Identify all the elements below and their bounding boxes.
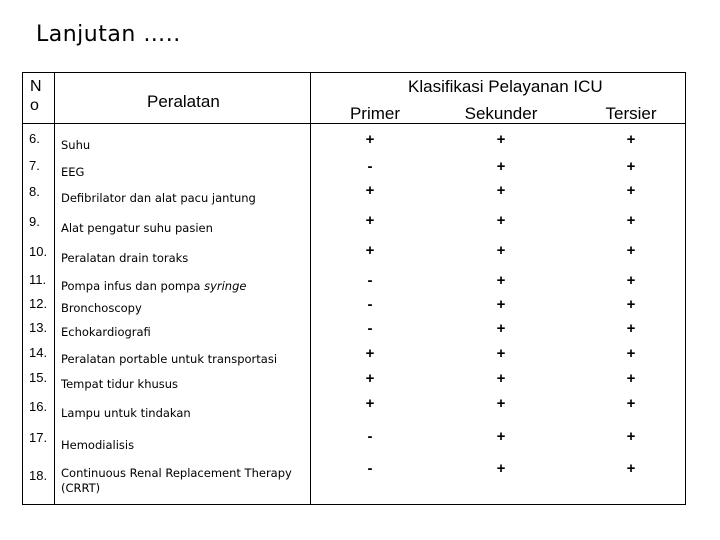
row-number: 7. [29,158,40,173]
primer-mark: + [365,182,375,199]
row-number: 12. [29,296,48,311]
tersier-mark: + [626,296,636,313]
primer-mark: - [367,158,373,175]
equipment-name: Suhu [61,138,91,152]
sekunder-mark: + [496,296,506,313]
tersier-mark: + [626,272,636,289]
tersier-mark: + [626,158,636,175]
row-number: 18. [29,468,48,483]
tersier-mark: + [626,212,636,229]
equipment-name: Pompa infus dan pompa syringe [61,279,247,293]
tersier-mark: + [626,320,636,337]
page-title: Lanjutan ….. [36,22,181,47]
equipment-name: Peralatan drain toraks [61,251,189,265]
sekunder-mark: + [496,428,506,445]
tersier-mark: + [626,131,636,148]
primer-mark: + [365,242,375,259]
equipment-name: Hemodialisis [61,438,135,452]
equipment-name: Defibrilator dan alat pacu jantung [61,191,256,205]
row-number: 14. [29,345,48,360]
sekunder-mark: + [496,182,506,199]
primer-mark: - [367,296,373,313]
sekunder-mark: + [496,212,506,229]
equipment-name: EEG [61,165,85,179]
tersier-mark: + [626,460,636,477]
column-header-no: N o [30,78,42,114]
column-header-primer: Primer [349,104,401,123]
tersier-mark: + [626,428,636,445]
equipment-name: Echokardiografi [61,325,151,339]
sekunder-mark: + [496,158,506,175]
row-number: 6. [29,131,40,146]
equipment-name: Lampu untuk tindakan [61,406,191,420]
row-number: 13. [29,320,48,335]
primer-mark: - [367,272,373,289]
row-number: 9. [29,214,40,229]
equipment-name: Alat pengatur suhu pasien [61,221,213,235]
sekunder-mark: + [496,395,506,412]
row-number: 11. [29,272,47,287]
column-header-peralatan: Peralatan [147,92,220,111]
equipment-name: Peralatan portable untuk transportasi [61,352,278,366]
primer-mark: - [367,320,373,337]
row-number: 15. [29,370,48,385]
column-header-klasifikasi: Klasifikasi Pelayanan ICU [408,77,603,96]
primer-mark: + [365,212,375,229]
row-number: 8. [29,184,40,199]
equipment-name: Tempat tidur khusus [61,377,179,391]
tersier-mark: + [626,395,636,412]
divider-no [54,73,55,504]
italic-term: syringe [204,279,247,293]
row-number: 16. [29,399,48,414]
sekunder-mark: + [496,460,506,477]
sekunder-mark: + [496,242,506,259]
sekunder-mark: + [496,370,506,387]
primer-mark: - [367,460,373,477]
tersier-mark: + [626,182,636,199]
primer-mark: + [365,370,375,387]
sekunder-mark: + [496,345,506,362]
primer-mark: + [365,345,375,362]
icu-equipment-table [22,72,686,505]
equipment-name: Bronchoscopy [61,301,142,315]
equipment-name: Continuous Renal Replacement Therapy (CRRT) [61,466,292,495]
column-header-tersier: Tersier [605,104,657,123]
tersier-mark: + [626,345,636,362]
row-number: 17. [29,430,48,445]
sekunder-mark: + [496,131,506,148]
primer-mark: + [365,395,375,412]
tersier-mark: + [626,242,636,259]
primer-mark: - [367,428,373,445]
sekunder-mark: + [496,320,506,337]
sekunder-mark: + [496,272,506,289]
row-number: 10. [29,244,48,259]
column-header-sekunder: Sekunder [464,104,538,123]
primer-mark: + [365,131,375,148]
tersier-mark: + [626,370,636,387]
